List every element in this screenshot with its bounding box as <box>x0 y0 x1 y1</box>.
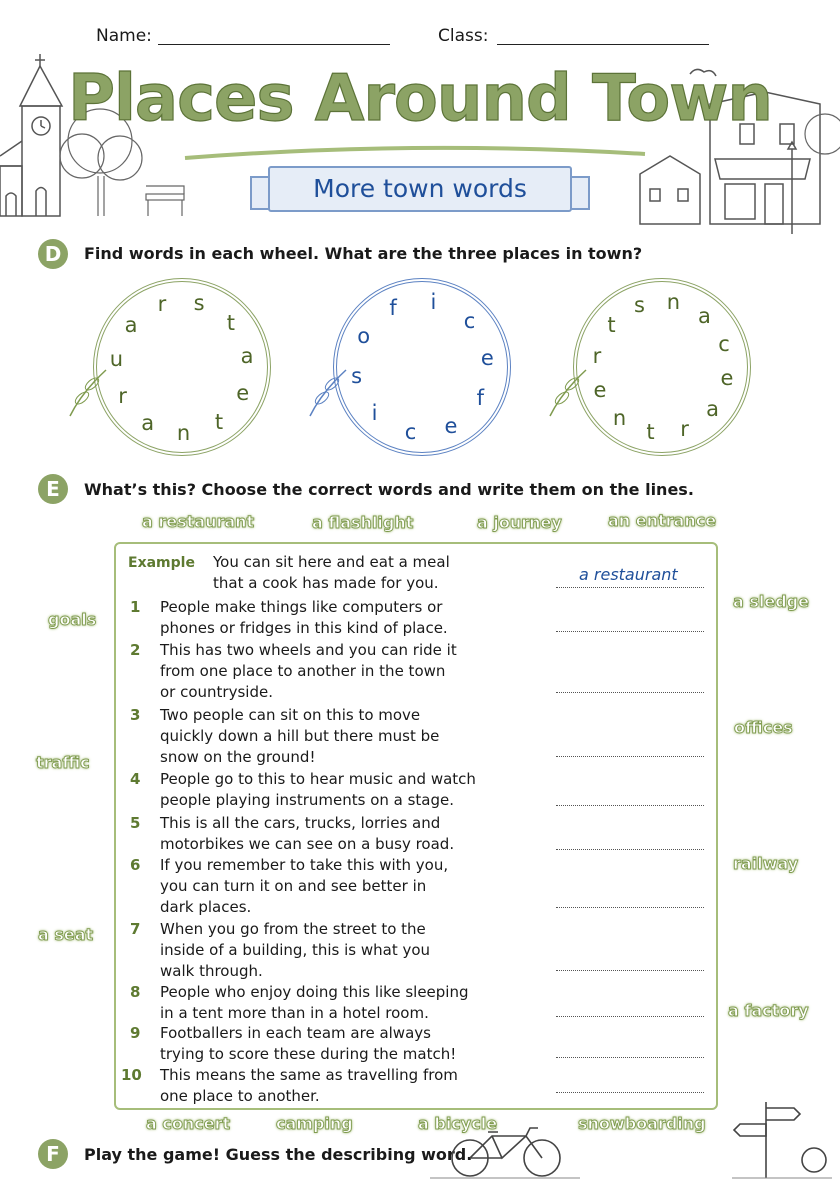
answer-line[interactable] <box>556 631 704 632</box>
text-line: or countryside. <box>160 683 273 701</box>
question-text <box>160 705 490 768</box>
answer-line[interactable] <box>556 805 704 806</box>
word-bank-item: a restaurant <box>142 512 255 531</box>
word-bank-item: a factory <box>728 1001 809 1020</box>
text-line: If you remember to take this with you, <box>160 856 449 874</box>
wheel-letter: e <box>480 345 494 370</box>
word-bank-item: an entrance <box>608 511 717 530</box>
wheel-letter: e <box>444 414 458 439</box>
question-number: 6 <box>130 856 141 874</box>
section-f-instruction: Play the game! Guess the describing word. <box>84 1145 473 1164</box>
page-title: Places Around Town <box>68 62 772 136</box>
text-line: dark places. <box>160 898 252 916</box>
section-e-instruction: What’s this? Choose the correct words and write them on the lines. <box>84 480 694 499</box>
wheel-letter: r <box>680 417 689 442</box>
text-line: This means the same as travelling from <box>160 1066 458 1084</box>
text-line: This is all the cars, trucks, lorries and <box>160 814 441 832</box>
answer-line[interactable] <box>556 970 704 971</box>
wheel-letter: a <box>697 304 711 329</box>
text-line: people playing instruments on a stage. <box>160 791 455 809</box>
name-label: Name: <box>96 26 152 46</box>
text-line: You can sit here and eat a meal <box>213 553 450 571</box>
title-underline <box>180 144 650 164</box>
word-bank-item: offices <box>734 718 793 737</box>
wheel-letter: a <box>141 411 155 436</box>
word-bank-item: a seat <box>38 925 94 944</box>
wheel-letter: a <box>240 344 254 369</box>
question-text <box>160 597 490 639</box>
question-text <box>160 1065 490 1107</box>
wheel-letter: c <box>463 309 476 334</box>
word-bank-item: a bicycle <box>418 1114 498 1133</box>
wheel-letter: o <box>357 324 371 348</box>
leaf-sprig-icon <box>542 362 592 422</box>
example-text <box>213 552 543 594</box>
wheel-letter: n <box>612 405 627 430</box>
question-text <box>160 855 490 918</box>
text-line: you can turn it on and see better in <box>160 877 427 895</box>
wheel-letter: u <box>109 347 124 372</box>
text-line: People who enjoy doing this like sleeping <box>160 983 469 1001</box>
wheel-letter: r <box>592 343 602 368</box>
section-f-badge: F <box>38 1139 68 1169</box>
text-line: walk through. <box>160 962 263 980</box>
wheel-letter: t <box>607 312 616 337</box>
leaf-sprig-icon <box>62 362 112 422</box>
question-text <box>160 640 490 703</box>
text-line: in a tent more than in a hotel room. <box>160 1004 429 1022</box>
text-line: Two people can sit on this to move <box>160 706 421 724</box>
question-text <box>160 769 490 811</box>
wheel-letter: t <box>214 409 224 434</box>
wheel-letter: s <box>193 291 205 316</box>
word-bank-item: goals <box>48 610 97 629</box>
wheel-letter: c <box>718 332 730 357</box>
text-line: from one place to another in the town <box>160 662 446 680</box>
word-bank-item: railway <box>733 854 799 873</box>
leaf-sprig-icon <box>302 362 352 422</box>
text-line: that a cook has made for you. <box>213 574 439 592</box>
text-line: People make things like computers or <box>160 598 443 616</box>
answer-line[interactable] <box>556 756 704 757</box>
class-line[interactable] <box>497 44 709 45</box>
wheel-letter: a <box>706 397 719 422</box>
answer-line[interactable] <box>556 1016 704 1017</box>
question-number: 10 <box>121 1066 142 1084</box>
wheel-letter: e <box>236 380 250 405</box>
word-bank-item: snowboarding <box>578 1114 706 1133</box>
text-line: This has two wheels and you can ride it <box>160 641 457 659</box>
section-e-badge: E <box>38 474 68 504</box>
text-line: People go to this to hear music and watch <box>160 770 476 788</box>
answer-line[interactable] <box>556 1092 704 1093</box>
wheel-letter: e <box>720 366 734 391</box>
question-text <box>160 919 490 982</box>
answer-line[interactable] <box>556 692 704 693</box>
answer-line[interactable] <box>556 907 704 908</box>
word-bank-item: a sledge <box>733 592 809 611</box>
word-bank-item: camping <box>276 1114 353 1133</box>
wheel-letter: n <box>666 290 681 314</box>
question-text <box>160 813 490 855</box>
question-number: 1 <box>130 598 141 616</box>
letter-wheel-2 <box>333 278 511 456</box>
answer-line <box>556 587 704 588</box>
wheel-letter: e <box>593 377 607 402</box>
wheel-letter: s <box>633 292 645 317</box>
example-answer: a restaurant <box>579 565 678 584</box>
word-bank-item: traffic <box>36 753 90 772</box>
signpost-icon <box>732 1098 832 1184</box>
wheel-letter: c <box>404 419 417 444</box>
class-label: Class: <box>438 26 489 46</box>
question-number: 7 <box>130 920 141 938</box>
word-bank-item: a flashlight <box>312 513 414 532</box>
section-d-instruction: Find words in each wheel. What are the three places in town? <box>84 244 643 263</box>
wheel-letter: r <box>118 383 127 408</box>
text-line: one place to another. <box>160 1087 320 1105</box>
subtitle-text: More town words <box>313 174 527 203</box>
question-number: 3 <box>130 706 141 724</box>
question-text <box>160 982 490 1024</box>
text-line: motorbikes we can see on a busy road. <box>160 835 455 853</box>
question-number: 2 <box>130 641 141 659</box>
answer-line[interactable] <box>556 849 704 850</box>
question-number: 9 <box>130 1024 141 1042</box>
question-text <box>160 1023 490 1065</box>
wheel-letter: r <box>157 292 167 317</box>
wheel-letter: i <box>371 400 378 425</box>
wheel-letter: n <box>176 420 191 445</box>
text-line: snow on the ground! <box>160 748 316 766</box>
text-line: quickly down a hill but there must be <box>160 727 440 745</box>
wheel-letter: f <box>476 385 484 410</box>
bicycle-icon <box>430 1124 580 1182</box>
word-bank-item: a journey <box>477 513 562 532</box>
wheel-letter: t <box>226 310 235 335</box>
letter-wheel-1 <box>93 278 271 456</box>
wheel-letter: i <box>430 290 437 314</box>
wheel-letter: s <box>351 364 363 389</box>
wheel-letter: a <box>124 312 138 337</box>
text-line: phones or fridges in this kind of place. <box>160 619 448 637</box>
question-number: 8 <box>130 983 141 1001</box>
word-bank-item: a concert <box>146 1114 231 1133</box>
section-d-badge: D <box>38 239 68 269</box>
text-line: Footballers in each team are always <box>160 1024 431 1042</box>
text-line: inside of a building, this is what you <box>160 941 431 959</box>
answer-line[interactable] <box>556 1057 704 1058</box>
example-label: Example <box>128 555 195 571</box>
wheel-letter: f <box>389 295 397 320</box>
question-number: 5 <box>130 814 141 832</box>
text-line: trying to score these during the match! <box>160 1045 457 1063</box>
letter-wheel-3 <box>573 278 751 456</box>
wheel-letter: t <box>646 419 655 444</box>
question-number: 4 <box>130 770 141 788</box>
text-line: When you go from the street to the <box>160 920 426 938</box>
name-line[interactable] <box>158 44 390 45</box>
subtitle-ribbon <box>268 166 572 212</box>
